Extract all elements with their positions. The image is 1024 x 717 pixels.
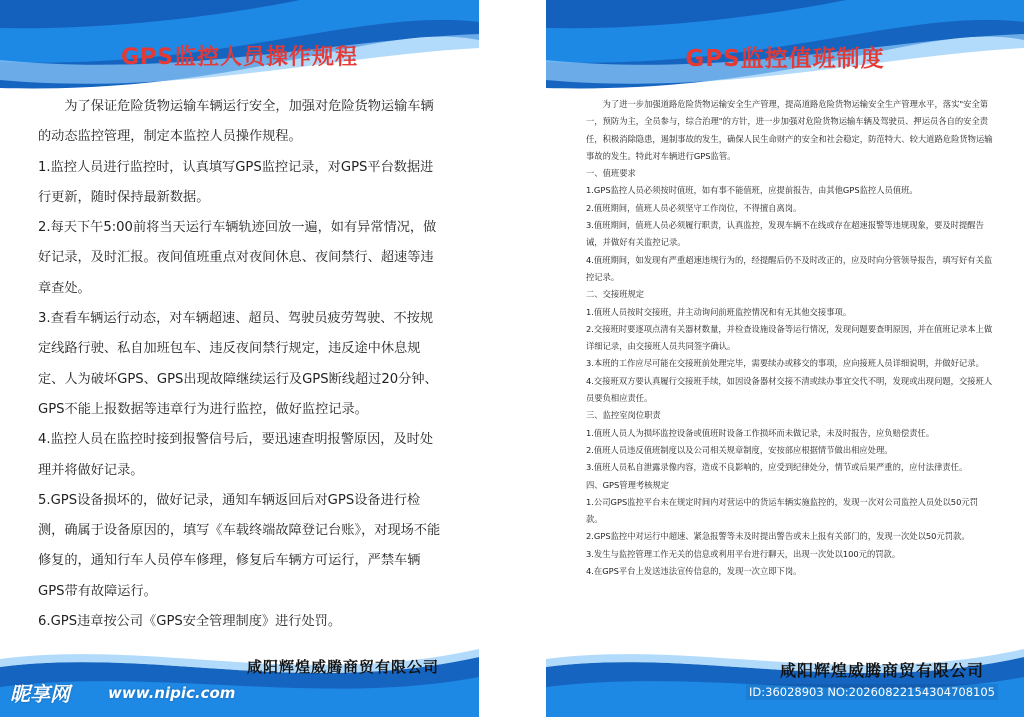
watermark-logo: 昵享网 — [10, 682, 70, 706]
rule-item: 1.GPS监控人员必须按时值班，如有事不能值班，应提前报告，由其他GPS监控人员值班。 — [586, 185, 918, 196]
watermark-id: ID:36028903 NO:20260822154304708105 — [746, 684, 998, 700]
rule-item: 1.公司GPS监控平台未在规定时间内对营运中的货运车辆实施监控的，发现一次对公司监控人员处以50元罚款。 — [586, 496, 978, 525]
page-title: GPS监控值班制度 — [685, 46, 885, 72]
rule-item: 3.本班的工作应尽可能在交接班前处理完毕，需要续办或移交的事项，应向接班人员详细说明，并做好记录。 — [586, 358, 984, 369]
rule-item: 3.值班期间，值班人员必须履行职责，认真监控，发现车辆不在线或存在超速报警等违规现象，要及时提醒告诫，并做好有关监控记录。 — [586, 220, 984, 248]
page-title: GPS监控人员操作规程 — [120, 45, 359, 70]
duty-rules-body — [586, 96, 994, 580]
rule-item: 5.GPS设备损坏的，做好记录，通知车辆返回后对GPS设备进行检测，确属于设备原因的，填写《车载终端故障登记台账》，对现场不能修复的，通知行车人员停车修理，修复后车辆方可运行，严禁车辆GPS带有故障运行。 — [38, 492, 441, 599]
watermark-url: www.nipic.com — [108, 684, 236, 702]
rule-item: 2.值班人员违反值班制度以及公司相关规章制度，安按部应根据情节做出相应处理。 — [586, 444, 893, 455]
rule-item: 4.交接班双方要认真履行交接班手续，如因设备器材交接不清或续办事宜交代不明，发现或出现问题，交接班人员要负相应责任。 — [586, 375, 993, 404]
right-poster — [546, 0, 1024, 717]
rule-item: 2.值班期间，值班人员必须坚守工作岗位，不得擅自离岗。 — [586, 202, 802, 213]
company-name: 咸阳辉煌威腾商贸有限公司 — [246, 658, 439, 676]
section-heading: 一、值班要求 — [586, 168, 636, 179]
section-heading: 三、监控室岗位职责 — [586, 410, 661, 421]
rule-item: 2.交接班时要逐项点清有关器材数量，并检查设施设备等运行情况，发现问题要查明原因，并在值班记录本上做详细记录，由交接班人员共同签字确认。 — [586, 323, 993, 352]
rule-item: 3.查看车辆运行动态，对车辆超速、超员、驾驶员疲劳驾驶、不按规定线路行驶、私自加班包车、违反夜间禁行规定，违反途中休息规定、人为破坏GPS、GPS出现故障继续运行及GPS断线超过20分钟、GPS不能上报数据等违章行为进行监控，做好监控记录。 — [38, 311, 438, 417]
section-heading: 四、GPS管理考核规定 — [586, 479, 670, 490]
left-poster — [0, 0, 479, 717]
rule-item: 4.值班期间，如发现有严重超速违规行为的，经提醒后仍不及时改正的，应及时向分管领导报告，填写好有关监控记录。 — [586, 254, 993, 282]
intro-paragraph: 为了保证危险货物运输车辆运行安全，加强对危险货物运输车辆的动态监控管理，制定本监控人员操作规程。 — [38, 99, 434, 145]
rule-item: 2.GPS监控中对运行中超速、紧急报警等未及时提出警告或未上报有关部门的，发现一次处以50元罚款。 — [586, 531, 970, 542]
rule-item: 1.监控人员进行监控时，认真填写GPS监控记录，对GPS平台数据进行更新，随时保持最新数据。 — [38, 159, 434, 205]
rule-item: 4.监控人员在监控时接到报警信号后，要迅速查明报警原因，及时处理并将做好记录。 — [38, 432, 434, 478]
rule-item: 1.值班人员按时交接班，并主动询问前班监控情况和有无其他交接事项。 — [586, 306, 852, 317]
rules-body — [38, 92, 443, 637]
intro-paragraph: 为了进一步加强道路危险货物运输安全生产管理，提高道路危险货物运输安全生产管理水平，落实"安全第一，预防为主，全员参与，综合治理"的方针，进一步加强对危险货物运输车辆及驾驶员、押运员各自的安全责任，积极消除隐患，遏制事故的发生，确保人民生命财产的安全和社会稳定，防范特大、较大道路危险货物运输事故的发生。特此对车辆进行GPS监管。 — [586, 99, 993, 161]
section-heading: 二、交接班规定 — [586, 289, 645, 300]
rule-item: 6.GPS违章按公司《GPS安全管理制度》进行处罚。 — [38, 614, 342, 630]
rule-item: 4.在GPS平台上发送违法宣传信息的，发现一次立即下岗。 — [586, 566, 802, 577]
company-name: 咸阳辉煌威腾商贸有限公司 — [779, 661, 984, 680]
rule-item: 2.每天下午5:00前将当天运行车辆轨迹回放一遍，如有异常情况，做好记录，及时汇报。夜间值班重点对夜间休息、夜间禁行、超速等违章查处。 — [38, 220, 437, 296]
bottom-wave-decoration — [0, 637, 479, 717]
rule-item: 3.值班人员私自泄露录像内容，造成不良影响的，应受到纪律处分，情节或后果严重的，应付法律责任。 — [586, 462, 968, 473]
rule-item: 1.值班人员人为损坏监控设备或值班时设备工作损坏而未做记录，未及时报告，应负赔偿责任。 — [586, 427, 935, 438]
rule-item: 3.发生与监控管理工作无关的信息或利用平台进行聊天，出现一次处以100元的罚款。 — [586, 548, 901, 559]
